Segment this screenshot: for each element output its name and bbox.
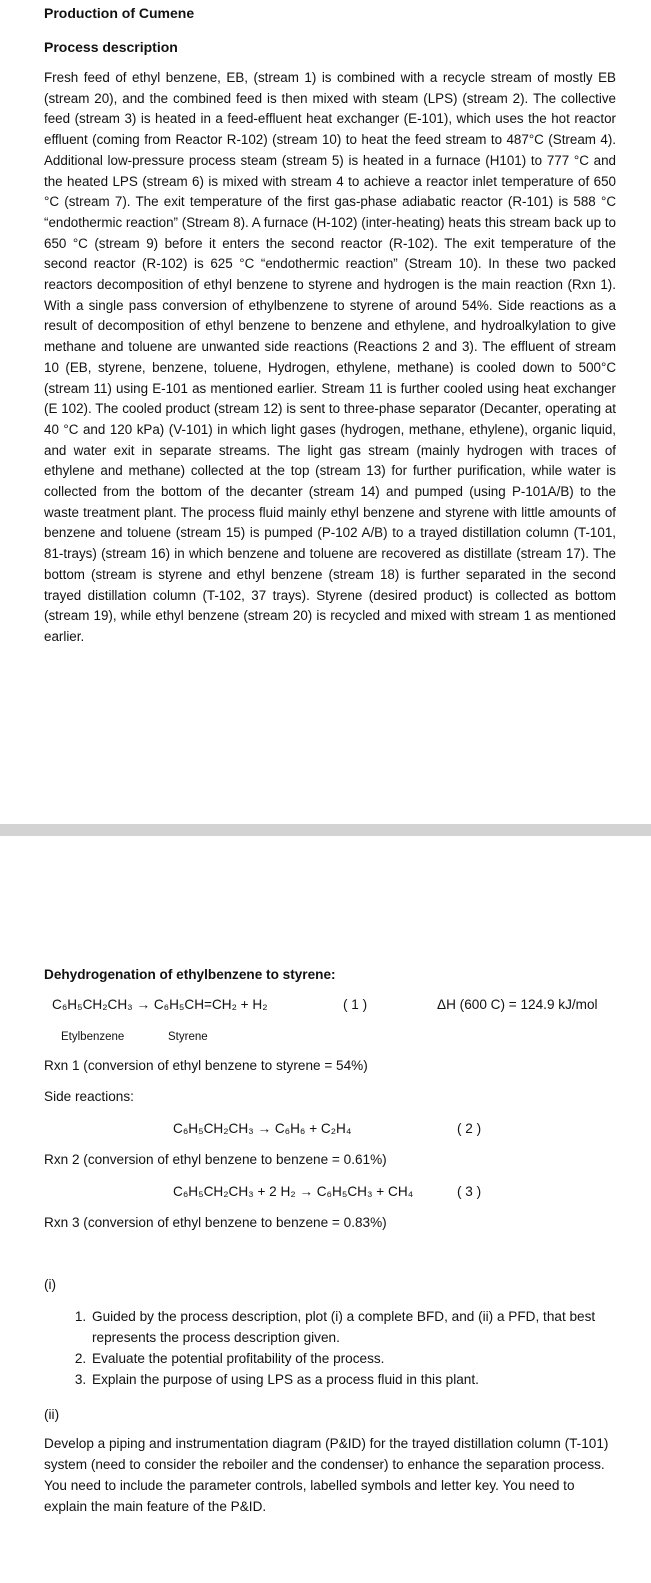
- rxn1-number: ( 1 ): [343, 997, 368, 1012]
- question-item: 3. Explain the purpose of using LPS as a process fluid in this plant.: [90, 1369, 650, 1390]
- process-section: [44, 4, 616, 648]
- reaction-heading: Dehydrogenation of ethylbenzene to styrene:: [44, 967, 336, 982]
- part1-label: (i): [44, 1277, 57, 1292]
- rxn1-reactant-label: Etylbenzene: [61, 1031, 125, 1043]
- rxn3-number: ( 3 ): [457, 1184, 482, 1199]
- process-description: Fresh feed of ethyl benzene, EB, (stream 1) is combined with a recycle stream of mostly EB (stream 20), and the combined feed is then mixed with steam (LPS) (stream 2). The collective feed (stream 3) is heated in a feed-effluent heat exchanger (E-101), which uses the hot reactor effluent (coming from Reactor R-102) (stream 10) to heat the feed stream to 487°C (Stream 4). Additional low-pressure process steam (stream 5) is heated in a furnace (H101) to 777 °C and the heated LPS (stream 6) is mixed with stream 4 to achieve a reactor inlet temperature of 650 °C (stream 7). The exit temperature of the first gas-phase adiabatic reactor (R-101) is 588 °C “endothermic reaction” (Stream 8). A furnace (H-102) (inter-heating) heats this stream back up to 650 °C (stream 9) before it enters the second reactor (R-102). The exit temperature of the second reactor (R-102) is 625 °C “endothermic reaction” (Stream 10). In these two packed reactors decomposition of ethyl benzene to styrene and hydrogen is the main reaction (Rxn 1). With a single pass conversion of ethylbenzene to styrene of around 54%. Side reactions as a result of decomposition of ethyl benzene to benzene and ethylene, and hydroalkylation to give methane and toluene are unwanted side reactions (Reactions 2 and 3). The effluent of stream 10 (EB, styrene, benzene, toluene, Hydrogen, ethylene, methane) is cooled down to 500°C (stream 11) using E-101 as mentioned earlier. Stream 11 is further cooled using heat exchanger (E 102). The cooled product (stream 12) is sent to three-phase separator (Decanter, operating at 40 °C and 120 kPa) (V-101) in which light gases (hydrogen, methane, ethylene), organic liquid, and water exit in separate streams. The light gas stream (mainly hydrogen with traces of ethylene and methane) collected at the top (stream 13) for further purification, while water is collected from the bottom of the decanter (stream 14) and pumped (using P-101A/B) to the waste treatment plant. The process fluid mainly ethyl benzene and styrene with little amounts of benzene and toluene (stream 15) is pumped (P-102 A/B) to a trayed distillation column (T-101, 81-trays) (stream 16) in which benzene and toluene are recovered as distillate (stream 17). The bottom (stream is styrene and ethyl benzene (stream 18) is further separated in the second trayed distillation column (T-102, 37 trays). Styrene (desired product) is collected as bottom (stream 19), while ethyl benzene (stream 20) is recycled and mixed with stream 1 as mentioned earlier.: [44, 70, 616, 644]
- part1-question-list: [68, 1306, 650, 1390]
- rxn1-enthalpy: ΔH (600 C) = 124.9 kJ/mol: [437, 997, 598, 1012]
- question-item: 2. Evaluate the potential profitability of the process.: [90, 1348, 650, 1369]
- rxn1-equation: C₆H₅CH₂CH₃ → C₆H₅CH=CH₂ + H₂: [52, 997, 268, 1012]
- rxn1-conversion: Rxn 1 (conversion of ethyl benzene to styrene = 54%): [44, 1058, 368, 1073]
- rxn2-conversion: Rxn 2 (conversion of ethyl benzene to benzene = 0.61%): [44, 1152, 387, 1167]
- rxn2-equation: C₆H₅CH₂CH₃ → C₆H₆ + C₂H₄: [173, 1121, 352, 1136]
- question-item: 1. Guided by the process description, plot (i) a complete BFD, and (ii) a PFD, that best represents the process description given.: [90, 1306, 650, 1348]
- rxn3-conversion: Rxn 3 (conversion of ethyl benzene to benzene = 0.83%): [44, 1215, 387, 1230]
- page-divider: [0, 824, 651, 836]
- rxn3-equation: C₆H₅CH₂CH₃ + 2 H₂ → C₆H₅CH₃ + CH₄: [173, 1184, 414, 1199]
- part2-question: Develop a piping and instrumentation diagram (P&ID) for the trayed distillation column (T-101) system (need to consider the reboiler and the condenser) to enhance the separation process. You need to include the parameter controls, labelled symbols and letter key. You need to explain the main feature of the P&ID.: [44, 1436, 609, 1514]
- document-title: Production of Cumene: [44, 5, 195, 21]
- section-heading: Process description: [44, 39, 178, 55]
- part2-label: (ii): [44, 1407, 60, 1422]
- rxn2-number: ( 2 ): [457, 1121, 482, 1136]
- rxn1-product-label: Styrene: [168, 1031, 208, 1043]
- side-reactions-heading: Side reactions:: [44, 1089, 134, 1104]
